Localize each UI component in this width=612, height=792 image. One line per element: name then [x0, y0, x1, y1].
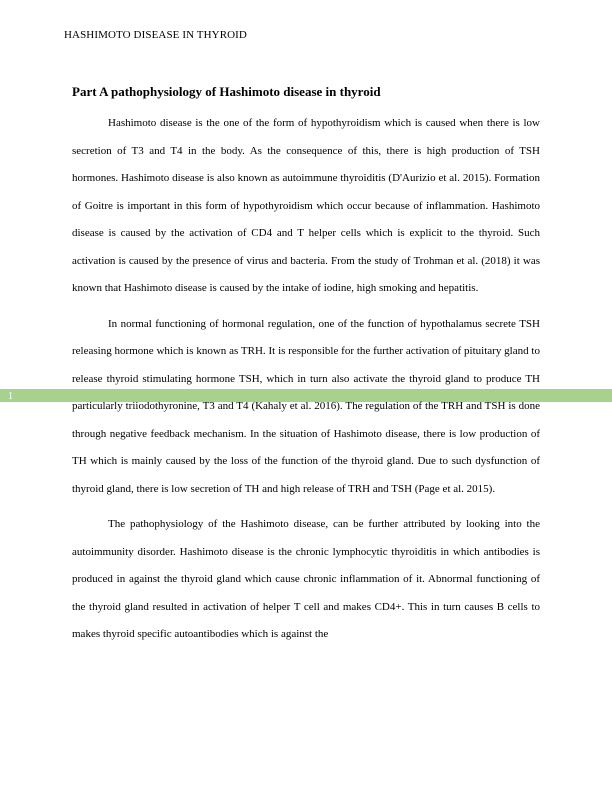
- section-heading: Part A pathophysiology of Hashimoto disease in thyroid: [72, 84, 381, 99]
- document-body: [72, 84, 540, 657]
- paragraph-2: In normal functioning of hormonal regulation, one of the function of hypothalamus secrete TSH releasing hormone which is known as TRH. It is responsible for the further activation of pituitary gland to release thyroid stimulating hormone TSH, which in turn also activate the thyroid gland to produce TH particularly triiodothyronine, T3 and T4 (Kahaly et al. 2016). The regulation of the TRH and TSH is done through negative feedback mechanism. In the situation of Hashimoto disease, there is low production of TH which is mainly caused by the loss of the function of the thyroid gland. Due to such dysfunction of thyroid gland, there is low secretion of TH and high release of TRH and TSH (Page et al. 2015).: [72, 317, 540, 495]
- running-head: HASHIMOTO DISEASE IN THYROID: [64, 29, 247, 41]
- page-number: 1: [8, 391, 13, 402]
- paragraph-1: Hashimoto disease is the one of the form of hypothyroidism which is caused when there is low secretion of T3 and T4 in the body. As the consequence of this, there is high production of TSH hormones. Hashimoto disease is also known as autoimmune thyroiditis (D'Aurizio et al. 2015). Formation of Goitre is important in this form of hypothyroidism which occur because of inflammation. Hashimoto disease is caused by the activation of CD4 and T helper cells which is explicit to the thyroid. Such activation is caused by the presence of virus and bacteria. From the study of Trohman et al. (2018) it was known that Hashimoto disease is caused by the intake of iodine, high smoking and hepatitis.: [72, 117, 540, 294]
- paragraph-3: The pathophysiology of the Hashimoto disease, can be further attributed by looking into the autoimmunity disorder. Hashimoto disease is the chronic lymphocytic thyroiditis in which antibodies is produced in against the thyroid gland which cause chronic inflammation of it. Abnormal functioning of the thyroid gland resulted in activation of helper T cell and makes CD4+. This in turn causes B cells to makes thyroid specific autoantibodies which is against the: [72, 518, 540, 640]
